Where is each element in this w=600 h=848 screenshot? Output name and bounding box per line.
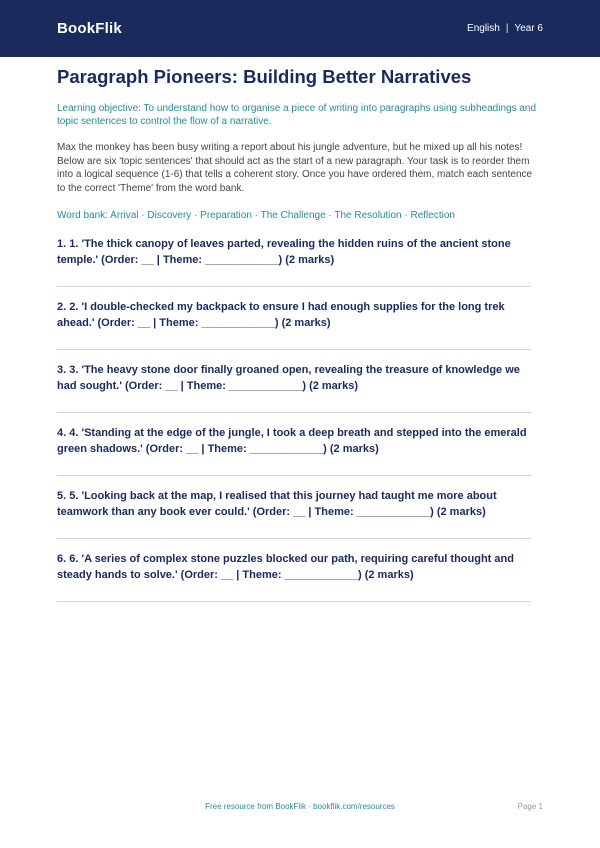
brand-logo: BookFlik	[57, 20, 122, 37]
question-3	[57, 362, 531, 413]
question-4	[57, 425, 531, 476]
year-label: Year 6	[514, 23, 543, 34]
question-2	[57, 299, 531, 350]
question-text: 4. 4. 'Standing at the edge of the jungle, I took a deep breath and stepped into the emerald green shadows.' (Order: __ | Theme: ____________) (2 marks)	[57, 427, 527, 455]
worksheet-content	[57, 66, 543, 614]
intro-paragraph: Max the monkey has been busy writing a report about his jungle adventure, but he mixed up all his notes! Below are six 'topic sentences' that should act as the start of a new paragraph. Your task is to reorder them into a logical sequence (1-6) that tells a coherent story. Once you have ordered them, match each sentence to the correct 'Theme' from the word bank.	[57, 142, 533, 194]
learning-objective: Learning objective: To understand how to organise a piece of writing into paragraphs using subheadings and topic sentences to control the flow of a narrative.	[57, 103, 537, 127]
footer-credit: Free resource from BookFlik · bookflik.com/resources	[205, 802, 395, 811]
subject-meta	[467, 23, 543, 34]
question-1	[57, 236, 531, 287]
question-list	[57, 236, 543, 602]
question-text: 6. 6. 'A series of complex stone puzzles blocked our path, requiring careful thought and steady hands to solve.' (Order: __ | Theme: ____________) (2 marks)	[57, 553, 514, 581]
subject-label: English	[467, 23, 500, 34]
page-title: Paragraph Pioneers: Building Better Narratives	[57, 66, 472, 87]
question-text: 3. 3. 'The heavy stone door finally groaned open, revealing the treasure of knowledge we had sought.' (Order: __ | Theme: ____________) (2 marks)	[57, 364, 520, 392]
question-text: 5. 5. 'Looking back at the map, I realised that this journey had taught me more about teamwork than any book ever could.' (Order: __ | Theme: ____________) (2 marks)	[57, 490, 497, 518]
question-text: 1. 1. 'The thick canopy of leaves parted, revealing the hidden ruins of the ancient stone temple.' (Order: __ | Theme: ____________) (2 marks)	[57, 238, 511, 266]
page-footer	[0, 800, 600, 814]
header-bar	[0, 0, 600, 57]
question-5	[57, 488, 531, 539]
meta-separator: |	[505, 23, 509, 34]
word-bank: Word bank: Arrival · Discovery · Preparation · The Challenge · The Resolution · Reflection	[57, 210, 455, 221]
question-6	[57, 551, 531, 602]
question-text: 2. 2. 'I double-checked my backpack to ensure I had enough supplies for the long trek ahead.' (Order: __ | Theme: ____________) (2 marks)	[57, 301, 505, 329]
page-number: Page 1	[517, 802, 543, 811]
